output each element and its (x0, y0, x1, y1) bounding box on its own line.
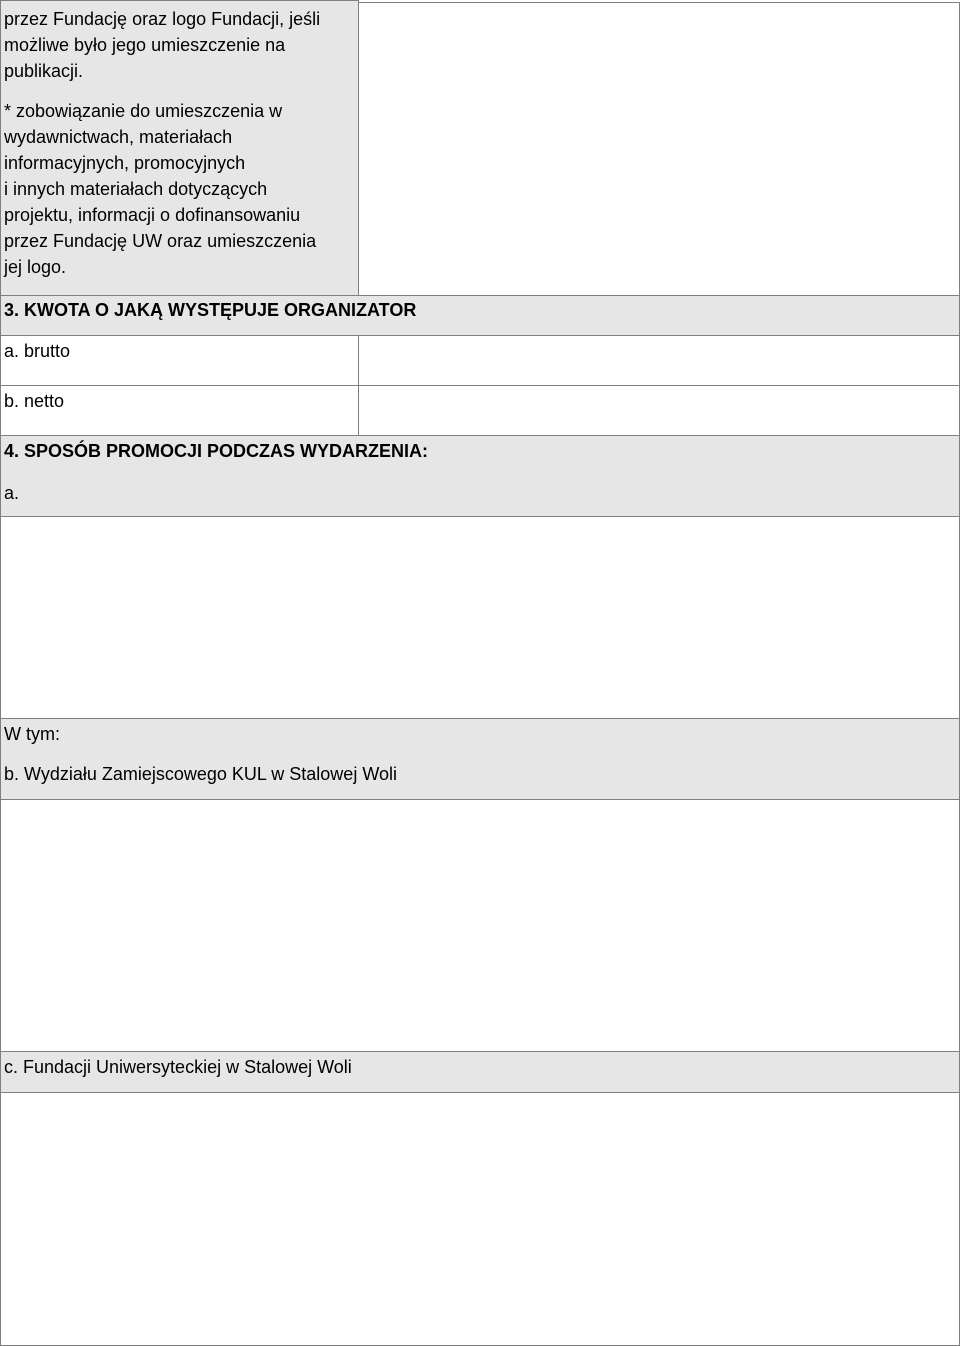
promotion-obligation-answer-field[interactable] (358, 2, 960, 296)
item-b-label: b. Wydziału Zamiejscowego KUL w Stalowej Woli (4, 764, 397, 784)
item-b-answer-field[interactable] (0, 799, 960, 1052)
item-a-label: a. (4, 483, 20, 503)
text-line: wydawnictwach, materiałach (4, 127, 233, 147)
text-line: projektu, informacji o dofinansowaniu (4, 205, 301, 225)
item-b-heading-row (0, 718, 960, 800)
text-line: * zobowiązanie do umieszczenia w (4, 101, 283, 121)
section-4-heading: 4. SPOSÓB PROMOCJI PODCZAS WYDARZENIA: (4, 441, 429, 461)
item-c-answer-field[interactable] (0, 1092, 960, 1346)
text-line: jej logo. (4, 257, 67, 277)
item-c-label: c. Fundacji Uniwersyteckiej w Stalowej Woli (4, 1057, 352, 1077)
w-tym-label: W tym: (4, 724, 60, 744)
promotion-commitment-text (4, 98, 316, 280)
text-line: przez Fundację UW oraz umieszczenia (4, 231, 317, 251)
text-line: informacyjnych, promocyjnych (4, 153, 246, 173)
netto-label: b. netto (4, 391, 65, 411)
netto-amount-field[interactable] (358, 385, 960, 436)
text-line: możliwe było jego umieszczenie na (4, 35, 286, 55)
text-line: i innych materiałach dotyczących (4, 179, 268, 199)
section-3-heading: 3. KWOTA O JAKĄ WYSTĘPUJE ORGANIZATOR (4, 300, 417, 320)
brutto-label: a. brutto (4, 341, 71, 361)
brutto-amount-field[interactable] (358, 335, 960, 386)
item-a-answer-field[interactable] (0, 516, 960, 719)
text-line: przez Fundację oraz logo Fundacji, jeśli (4, 9, 321, 29)
promotion-obligation-text (4, 6, 320, 84)
text-line: publikacji. (4, 61, 84, 81)
